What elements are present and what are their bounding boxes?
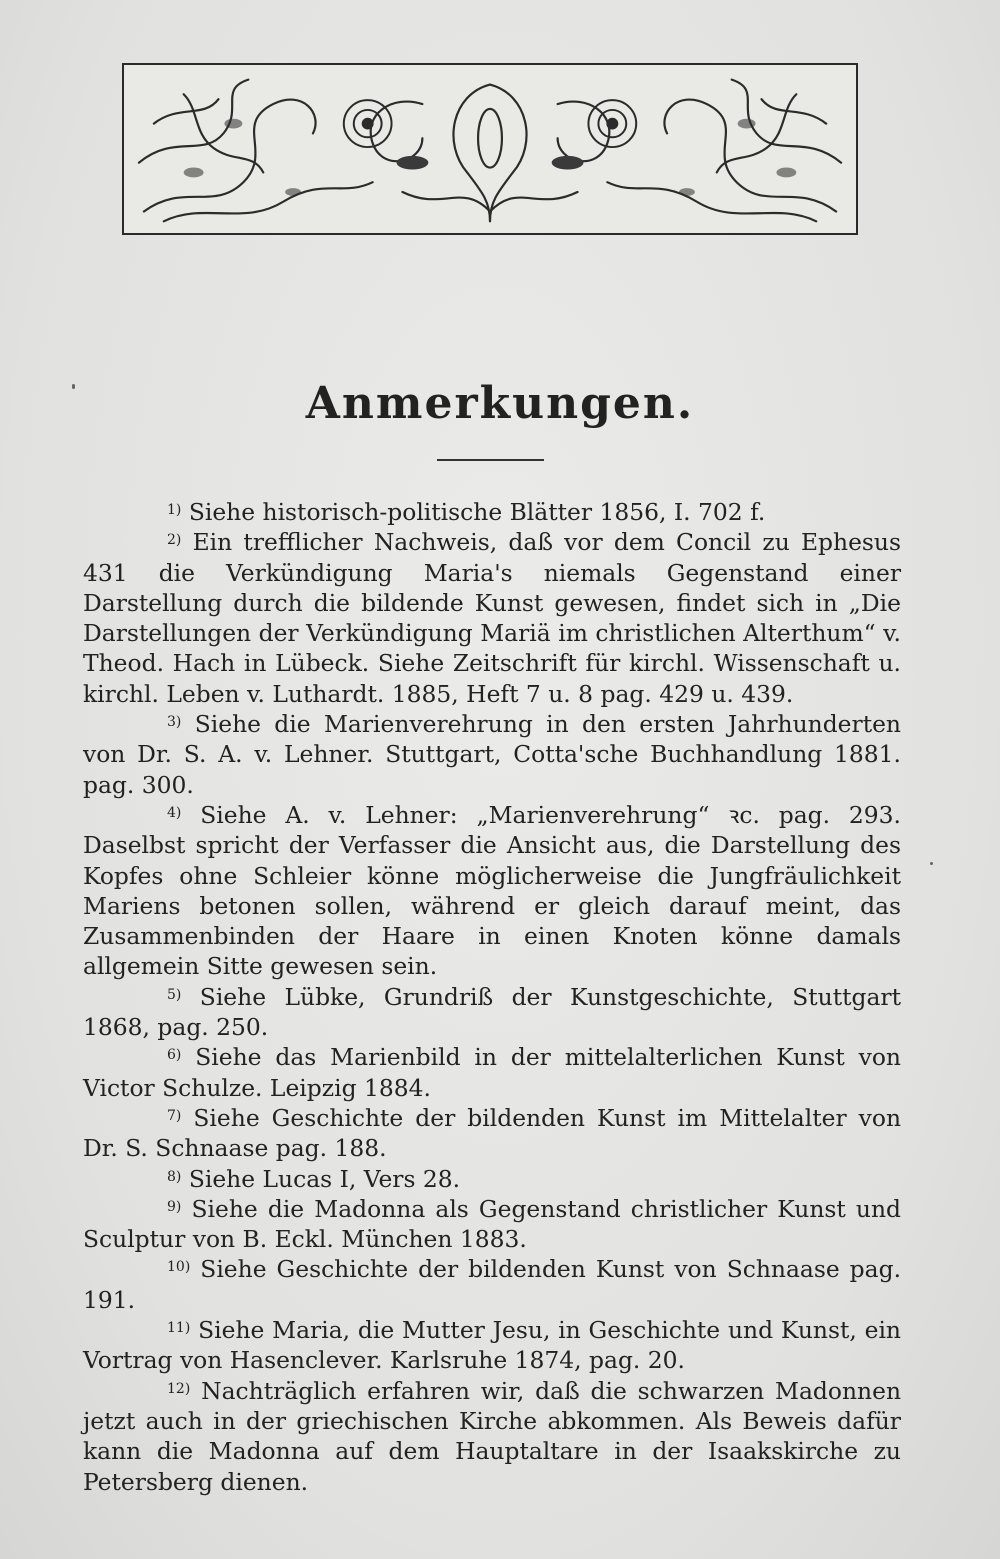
note-number: 8) <box>167 1168 182 1185</box>
paper-speck <box>72 384 75 389</box>
note-number: 5) <box>167 986 182 1003</box>
note-item <box>83 709 901 800</box>
note-item <box>83 1164 901 1194</box>
note-text: Siehe Geschichte der bildenden Kunst von Schnaase pag. 191. <box>83 1255 902 1314</box>
note-text: Siehe Lucas I, Vers 28. <box>188 1164 461 1193</box>
note-item <box>83 497 901 527</box>
paper-speck <box>930 862 933 865</box>
ornament-drawing <box>124 65 856 233</box>
note-item <box>83 1254 901 1315</box>
note-number: 3) <box>167 714 182 731</box>
note-number: 7) <box>167 1107 182 1124</box>
note-number: 11) <box>167 1320 191 1337</box>
note-number: 1) <box>167 502 182 518</box>
floral-headpiece-ornament-icon <box>122 63 858 235</box>
note-item <box>83 1103 901 1164</box>
note-number: 2) <box>167 532 182 549</box>
note-item <box>83 1376 901 1497</box>
note-item <box>83 1042 901 1103</box>
note-number: 9) <box>167 1198 182 1215</box>
note-text: Siehe Lübke, Grundriß der Kunstgeschichte, Stuttgart 1868, pag. 250. <box>83 982 901 1042</box>
title-divider <box>437 459 544 461</box>
note-text: Siehe Maria, die Mutter Jesu, in Geschichte und Kunst, ein Vortrag von Hasenclever. Karlsruhe 1874, pag. 20. <box>83 1316 901 1375</box>
note-text: Nachträglich erfahren wir, daß die schwarzen Madonnen jetzt auch in der griechischen Kirche abkommen. Als Beweis dafür kann die Madonna auf dem Hauptaltare in der Isaakskirche zu Petersberg dienen. <box>83 1376 902 1496</box>
note-text: Ein trefflicher Nachweis, daß vor dem Concil zu Ephesus 431 die Verkündigung Maria's niemals Gegenstand einer Darstellung durch die bildende Kunst gewesen, findet sich in „Die Darstellungen der Verkündigung Mariä im christlichen Alterthum“ v. Theod. Hach in Lübeck. Siehe Zeitschrift für kirchl. Wissenschaft u. kirchl. Leben v. Luthardt. 1885, Heft 7 u. 8 pag. 429 u. 439. <box>83 528 901 708</box>
note-item <box>83 800 901 982</box>
note-text: Siehe historisch-politische Blätter 1856, I. 702 f. <box>188 498 766 526</box>
page-title: Anmerkungen. <box>305 378 695 429</box>
note-item <box>83 982 901 1043</box>
note-item <box>83 527 901 709</box>
note-text: Siehe das Marienbild in der mittelalterlichen Kunst von Victor Schulze. Leipzig 1884. <box>83 1043 901 1102</box>
note-number: 12) <box>167 1380 191 1397</box>
note-number: 10) <box>167 1259 191 1276</box>
note-text: Siehe Geschichte der bildenden Kunst im Mittelalter von Dr. S. Schnaase pag. 188. <box>83 1103 902 1163</box>
note-item <box>83 1315 901 1376</box>
note-number: 6) <box>167 1047 182 1064</box>
note-text: Siehe die Madonna als Gegenstand christlicher Kunst und Sculptur von B. Eckl. München 1883. <box>83 1194 901 1254</box>
notes-list <box>83 497 901 1497</box>
note-text: Siehe A. v. Lehner: „Marienverehrung“ ꝛc. pag. 293. Daselbst spricht der Verfasser die Ansicht aus, die Darstellung des Kopfes ohne Schleier könne möglicherweise die Jungfräulichkeit Mariens betonen sollen, während er gleich darauf meint, das Zusammenbinden der Haare in einen Knoten könne damals allgemein Sitte gewesen sein. <box>83 800 901 981</box>
note-text: Siehe die Marienverehrung in den ersten Jahrhunderten von Dr. S. A. v. Lehner. Stuttgart, Cotta'sche Buchhandlung 1881. pag. 300. <box>83 710 901 799</box>
note-item <box>83 1194 901 1255</box>
note-number: 4) <box>167 804 182 821</box>
